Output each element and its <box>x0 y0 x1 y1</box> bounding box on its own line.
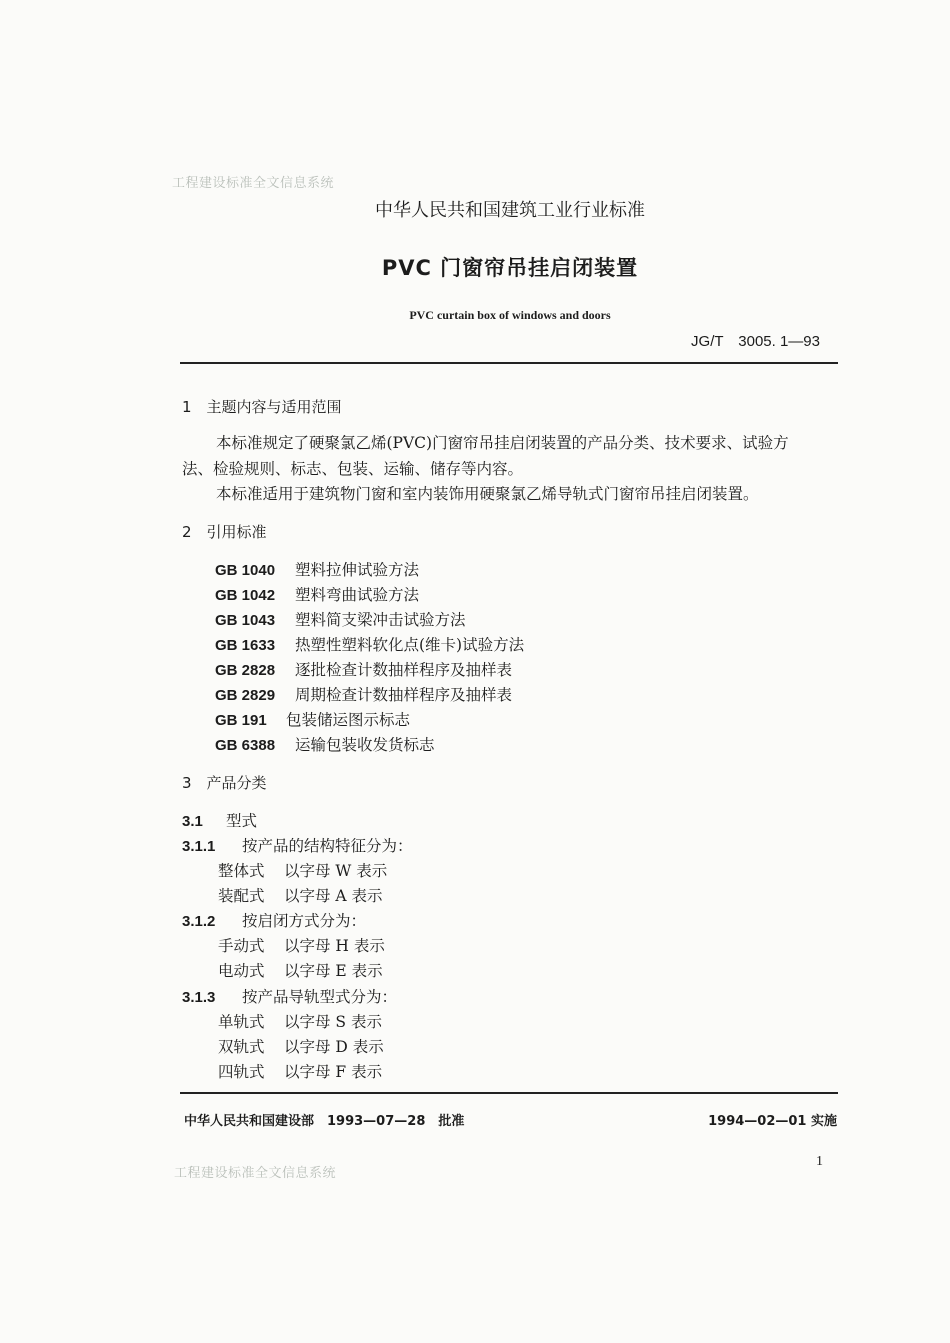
footer-divider <box>180 1092 838 1094</box>
reference-code: GB 2829 <box>215 687 276 704</box>
option-name: 手动式 <box>218 937 265 955</box>
reference-title: 热塑性塑料软化点(维卡)试验方法 <box>295 636 525 654</box>
approval-line: 中华人民共和国建设部 1993—07—28 批准 <box>184 1114 465 1129</box>
clause-number: 3.1.1 <box>182 838 216 855</box>
clause-3-1-2 <box>182 909 366 931</box>
option-description: 以字母 W 表示 <box>284 862 388 880</box>
reference-code: GB 2828 <box>215 662 276 679</box>
clause-3-1 <box>182 809 257 831</box>
reference-title: 包装储运图示标志 <box>286 711 411 729</box>
reference-code: GB 1043 <box>215 612 276 629</box>
section-1-heading: 1 主题内容与适用范围 <box>182 398 342 416</box>
implementation-date: 1994—02—01 实施 <box>708 1114 837 1129</box>
type-option <box>218 1035 384 1057</box>
option-name: 整体式 <box>218 862 265 880</box>
reference-title: 逐批检查计数抽样程序及抽样表 <box>295 661 513 679</box>
clause-title: 型式 <box>226 812 258 830</box>
reference-item <box>215 583 419 605</box>
type-option <box>218 1060 382 1082</box>
section-1-paragraph-line: 本标准规定了硬聚氯乙烯(PVC)门窗帘吊挂启闭装置的产品分类、技术要求、试验方 <box>216 434 789 452</box>
section-3-heading: 3 产品分类 <box>182 774 267 792</box>
reference-title: 塑料拉伸试验方法 <box>295 561 420 579</box>
reference-title: 塑料简支梁冲击试验方法 <box>295 611 466 629</box>
option-description: 以字母 A 表示 <box>284 887 383 905</box>
reference-title: 运输包装收发货标志 <box>295 736 435 754</box>
section-1-paragraph: 本标准适用于建筑物门窗和室内装饰用硬聚氯乙烯导轨式门窗帘吊挂启闭装置。 <box>216 485 759 503</box>
option-name: 电动式 <box>218 962 265 980</box>
type-option <box>218 959 383 981</box>
watermark: 工程建设标准全文信息系统 <box>174 1166 337 1181</box>
page-number: 1 <box>816 1154 823 1169</box>
section-2-heading: 2 引用标准 <box>182 523 267 541</box>
header-divider <box>180 362 838 364</box>
type-option <box>218 884 383 906</box>
option-description: 以字母 H 表示 <box>284 937 385 955</box>
reference-code: GB 1042 <box>215 587 276 604</box>
clause-title: 按产品的结构特征分为： <box>242 837 413 855</box>
clause-title: 按启闭方式分为： <box>242 912 367 930</box>
english-title: PVC curtain box of windows and doors <box>409 308 611 322</box>
clause-number: 3.1.3 <box>182 989 216 1006</box>
reference-code: GB 1040 <box>215 562 276 579</box>
standard-code: JG/T 3005. 1—93 <box>691 333 820 350</box>
option-name: 四轨式 <box>218 1063 265 1081</box>
reference-title: 塑料弯曲试验方法 <box>295 586 420 604</box>
reference-item <box>215 633 524 655</box>
watermark: 工程建设标准全文信息系统 <box>172 176 335 191</box>
reference-title: 周期检查计数抽样程序及抽样表 <box>295 686 513 704</box>
type-option <box>218 934 385 956</box>
clause-3-1-1 <box>182 834 413 856</box>
clause-3-1-3 <box>182 985 397 1007</box>
reference-item <box>215 708 410 730</box>
issuing-authority: 中华人民共和国建筑工业行业标准 <box>375 200 645 221</box>
reference-item <box>215 608 466 630</box>
option-description: 以字母 E 表示 <box>284 962 383 980</box>
option-name: 单轨式 <box>218 1013 265 1031</box>
option-name: 装配式 <box>218 887 265 905</box>
option-description: 以字母 S 表示 <box>284 1013 382 1031</box>
clause-title: 按产品导轨型式分为： <box>242 988 398 1006</box>
clause-number: 3.1 <box>182 813 203 830</box>
reference-code: GB 1633 <box>215 637 276 654</box>
clause-number: 3.1.2 <box>182 913 216 930</box>
type-option <box>218 1010 382 1032</box>
option-description: 以字母 F 表示 <box>284 1063 383 1081</box>
option-name: 双轨式 <box>218 1038 265 1056</box>
type-option <box>218 859 387 881</box>
reference-item <box>215 658 512 680</box>
reference-code: GB 191 <box>215 712 267 729</box>
reference-item <box>215 558 419 580</box>
reference-item <box>215 733 435 755</box>
reference-item <box>215 683 512 705</box>
reference-code: GB 6388 <box>215 737 276 754</box>
section-1-paragraph-line: 法、检验规则、标志、包装、运输、储存等内容。 <box>182 460 524 478</box>
option-description: 以字母 D 表示 <box>284 1038 384 1056</box>
document-title: PVC 门窗帘吊挂启闭装置 <box>381 256 639 280</box>
